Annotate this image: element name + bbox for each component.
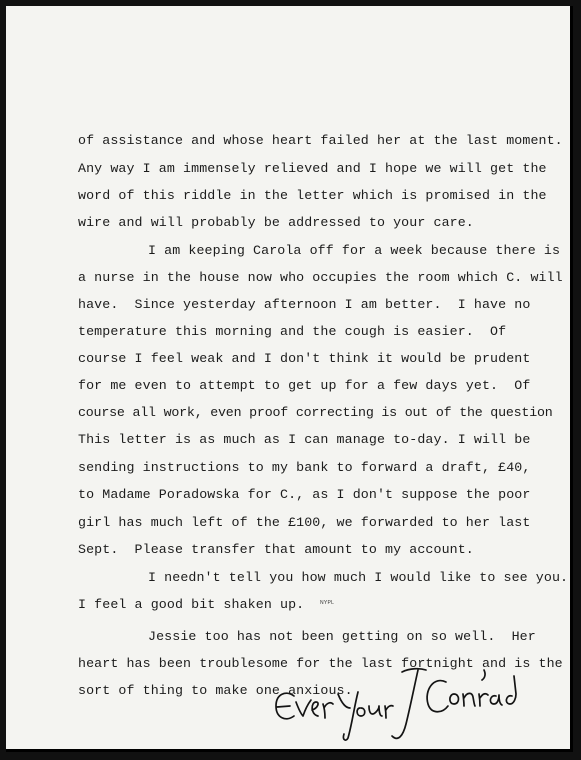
letter-line: Jessie too has not been getting on so well. Her xyxy=(148,629,536,644)
letter-line: word of this riddle in the letter which is promised in the xyxy=(78,188,547,203)
letter-page xyxy=(6,6,573,752)
letter-line: sort of thing to make one anxious. xyxy=(78,683,353,698)
letter-line: a nurse in the house now who occupies the room which C. will xyxy=(78,270,563,285)
letter-line: I am keeping Carola off for a week because there is xyxy=(148,243,561,258)
letter-line: to Madame Poradowska for C., as I don't suppose the poor xyxy=(78,487,531,502)
letter-line: for me even to attempt to get up for a few days yet. Of xyxy=(78,378,531,393)
letter-line: Any way I am immensely relieved and I hope we will get the xyxy=(78,161,547,176)
letter-line: heart has been troublesome for the last fortnight and is the xyxy=(78,656,563,671)
letter-line: Sept. Please transfer that amount to my account. xyxy=(78,542,474,557)
letter-line: of assistance and whose heart failed her at the last moment. xyxy=(78,133,563,148)
letter-line: have. Since yesterday afternoon I am better. I have no xyxy=(78,297,531,312)
handwritten-signature xyxy=(268,664,518,746)
letter-line: This letter is as much as I can manage to-day. I will be xyxy=(78,432,531,447)
letter-line: temperature this morning and the cough is easier. Of xyxy=(78,324,507,339)
letter-line: I feel a good bit shaken up. xyxy=(78,597,305,612)
letter-line: sending instructions to my bank to forward a draft, £40, xyxy=(78,460,531,475)
letter-line: course I feel weak and I don't think it would be prudent xyxy=(78,351,531,366)
letter-line: course all work, even proof correcting is out of the question xyxy=(78,405,553,420)
letter-line: girl has much left of the £100, we forwarded to her last xyxy=(78,515,531,530)
letter-line: I needn't tell you how much I would like to see you. xyxy=(148,570,569,585)
letter-line: wire and will probably be addressed to your care. xyxy=(78,215,474,230)
archive-stamp: NYPL xyxy=(320,600,335,606)
